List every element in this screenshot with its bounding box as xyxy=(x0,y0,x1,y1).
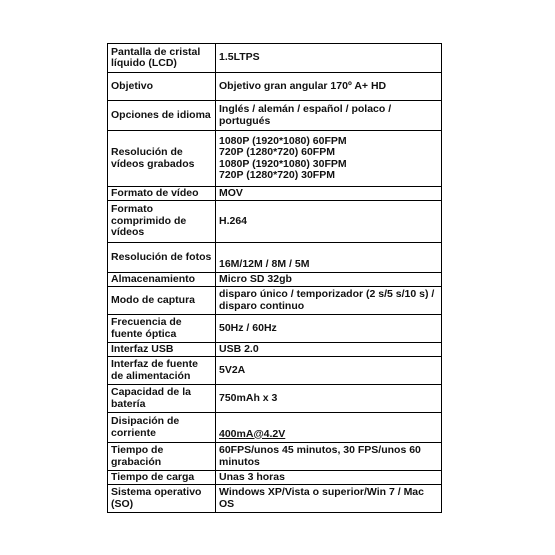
spec-value-resolucion-fotos: 16M/12M / 8M / 5M xyxy=(216,243,442,273)
spec-value-usb: USB 2.0 xyxy=(216,343,442,357)
spec-value-modo-captura: disparo único / temporizador (2 s/5 s/10 s) / disparo continuo xyxy=(216,287,442,315)
spec-label-frecuencia: Frecuencia de fuente óptica xyxy=(108,315,216,343)
table-row xyxy=(108,243,442,273)
spec-label-resolucion-video: Resolución de vídeos grabados xyxy=(108,131,216,187)
spec-table xyxy=(107,43,442,513)
spec-label-objetivo: Objetivo xyxy=(108,73,216,101)
spec-label-modo-captura: Modo de captura xyxy=(108,287,216,315)
table-row xyxy=(108,73,442,101)
spec-value-lcd: 1.5LTPS xyxy=(216,44,442,73)
table-row xyxy=(108,443,442,471)
spec-label-fuente-alimentacion: Interfaz de fuente de alimentación xyxy=(108,357,216,385)
disipacion-value-text: 400mA@4.2V xyxy=(219,427,286,440)
spec-value-disipacion xyxy=(216,413,442,443)
spec-value-frecuencia: 50Hz / 60Hz xyxy=(216,315,442,343)
spec-label-almacenamiento: Almacenamiento xyxy=(108,273,216,287)
spec-value-bateria: 750mAh x 3 xyxy=(216,385,442,413)
table-row xyxy=(108,315,442,343)
spec-label-formato-video: Formato de vídeo xyxy=(108,187,216,201)
spec-label-tiempo-carga: Tiempo de carga xyxy=(108,471,216,485)
table-row xyxy=(108,357,442,385)
spec-value-objetivo: Objetivo gran angular 170º A+ HD xyxy=(216,73,442,101)
table-row xyxy=(108,343,442,357)
spec-value-formato-comprimido: H.264 xyxy=(216,201,442,243)
spec-label-bateria: Capacidad de la batería xyxy=(108,385,216,413)
table-row xyxy=(108,101,442,131)
spec-label-tiempo-grabacion: Tiempo de grabación xyxy=(108,443,216,471)
spec-value-fuente-alimentacion: 5V2A xyxy=(216,357,442,385)
video-resolution-line: 720P (1280*720) 60FPM xyxy=(219,146,335,158)
spec-value-formato-video: MOV xyxy=(216,187,442,201)
spec-value-almacenamiento: Micro SD 32gb xyxy=(216,273,442,287)
spec-value-tiempo-carga: Unas 3 horas xyxy=(216,471,442,485)
table-row xyxy=(108,44,442,73)
video-resolution-line: 1080P (1920*1080) 30FPM xyxy=(219,157,347,170)
table-row xyxy=(108,273,442,287)
spec-label-lcd: Pantalla de cristal líquido (LCD) xyxy=(108,44,216,73)
spec-label-resolucion-fotos: Resolución de fotos xyxy=(108,243,216,273)
spec-value-idioma: Inglés / alemán / español / polaco / portugués xyxy=(216,101,442,131)
spec-label-idioma: Opciones de idioma xyxy=(108,101,216,131)
spec-label-formato-comprimido: Formato comprimido de vídeos xyxy=(108,201,216,243)
spec-label-usb: Interfaz USB xyxy=(108,343,216,357)
video-resolution-line: 1080P (1920*1080) 60FPM xyxy=(219,134,347,147)
video-resolution-line: 720P (1280*720) 30FPM xyxy=(219,169,335,181)
table-row xyxy=(108,201,442,243)
table-row xyxy=(108,471,442,485)
spec-value-sistema-operativo: Windows XP/Vista o superior/Win 7 / Mac OS xyxy=(216,485,442,513)
table-row xyxy=(108,131,442,187)
spec-label-sistema-operativo: Sistema operativo (SO) xyxy=(108,485,216,513)
table-row xyxy=(108,187,442,201)
spec-label-disipacion: Disipación de corriente xyxy=(108,413,216,443)
table-row xyxy=(108,485,442,513)
table-row xyxy=(108,413,442,443)
table-row xyxy=(108,287,442,315)
spec-value-resolucion-video xyxy=(216,131,442,187)
table-row xyxy=(108,385,442,413)
spec-value-tiempo-grabacion: 60FPS/unos 45 minutos, 30 FPS/unos 60 minutos xyxy=(216,443,442,471)
